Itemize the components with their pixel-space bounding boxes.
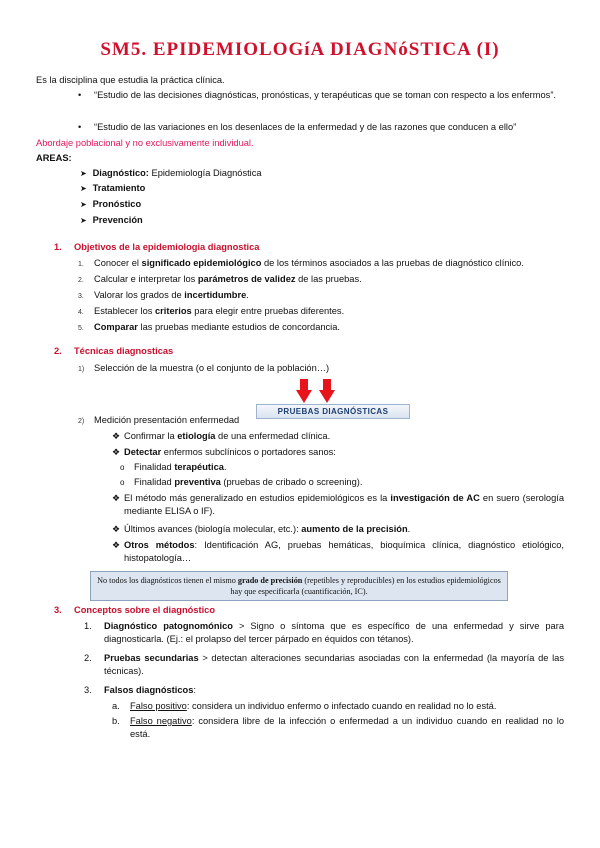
section-1-number: 1.	[54, 242, 62, 252]
concept-bold: Pruebas secundarias	[104, 653, 199, 663]
objective-number: 1.	[78, 261, 84, 268]
objective-item	[78, 305, 578, 321]
objective-text-a: Establecer los	[94, 306, 155, 316]
falso-positivo-text: : considera un individuo enfermo o infectado cuando en realidad no lo está.	[186, 701, 497, 711]
concept-bold: Falsos diagnósticos	[104, 685, 194, 695]
circ-text-c: (pruebas de cribado o screening).	[220, 477, 363, 487]
bullet-icon: •	[78, 90, 82, 100]
precision-note-box	[90, 571, 508, 601]
diamond-bullet-icon: ❖	[112, 524, 121, 534]
area-diag-text: Epidemiología Diagnóstica	[148, 168, 262, 178]
circle-bullet-icon: o	[120, 463, 125, 472]
sub-letter: a.	[112, 701, 120, 711]
sub-text-bold: Detectar	[124, 447, 162, 457]
objective-text-c: las pruebas mediante estudios de concordancia.	[137, 322, 340, 332]
arrow-bullet-icon: ➤	[80, 184, 87, 193]
concept-text: :	[193, 685, 196, 695]
objective-text-a: Valorar los grados de	[94, 290, 185, 300]
objective-item	[78, 321, 578, 337]
circ-text-bold: terapéutica	[174, 462, 224, 472]
technique-2-text: Medición presentación enfermedad	[94, 415, 240, 425]
area-diag-label: Diagnóstico:	[92, 168, 149, 178]
objective-text-bold: parámetros de validez	[197, 274, 296, 284]
circle-bullet-icon: o	[120, 478, 125, 487]
objective-text-bold: Comparar	[94, 322, 138, 332]
technique-1-text: Selección de la muestra (o el conjunto de la población…)	[94, 363, 330, 373]
falso-negativo-text: : considera libre de la infección o enfermedad a un individuo cuando en realidad no lo está.	[130, 716, 564, 740]
section-1-title: Objetivos de la epidemiologia diagnostica	[74, 242, 260, 252]
objective-text-c: para elegir entre pruebas diferentes.	[191, 306, 345, 316]
quote-1	[80, 89, 564, 102]
objective-number: 5.	[78, 325, 84, 332]
section-2-heading	[54, 345, 173, 358]
sub-text-a: Últimos avances (biología molecular, etc.):	[124, 524, 302, 534]
falso-negativo-label: Falso negativo	[130, 716, 192, 726]
technique-sub-3	[112, 492, 564, 518]
concept-number: 3.	[84, 685, 92, 695]
sub-text-a: Confirmar la	[124, 431, 178, 441]
technique-1	[78, 362, 329, 375]
diamond-bullet-icon: ❖	[112, 431, 121, 441]
section-3-number: 3.	[54, 605, 62, 615]
circ-text-bold: preventiva	[174, 477, 221, 487]
technique-sub-5	[112, 539, 564, 565]
area-diagnostico	[80, 167, 262, 180]
section-2-title: Técnicas diagnosticas	[74, 346, 174, 356]
sub-text-a: El método más generalizado en estudios epidemiológicos es la	[124, 493, 391, 503]
sub-text-c: : Identificación AG, pruebas hemáticas, bioquímica clínica, diagnóstico etiológico, histopatología…	[124, 540, 564, 564]
section-2-number: 2.	[54, 346, 62, 356]
intro-text: Es la disciplina que estudia la práctica clínica.	[36, 75, 225, 85]
concept-2	[84, 652, 564, 678]
quote-1-text: “Estudio de las decisiones diagnósticas, pronósticas, y terapéuticas que se toman con respecto a los enfermos”.	[94, 90, 556, 100]
objective-number: 2.	[78, 277, 84, 284]
objective-number: 3.	[78, 293, 84, 300]
bullet-icon: •	[78, 122, 82, 132]
technique-2	[78, 414, 239, 427]
area-prevencion-label: Prevención	[92, 215, 143, 225]
technique-number: 2)	[78, 418, 85, 425]
objective-text-bold: significado epidemiológico	[141, 258, 262, 268]
area-pronostico	[80, 198, 141, 211]
section-3-heading	[54, 604, 215, 617]
area-tratamiento	[80, 182, 145, 195]
technique-sub-1	[112, 430, 330, 443]
down-arrow-icon	[296, 379, 312, 403]
diamond-bullet-icon: ❖	[112, 447, 121, 457]
sub-text-bold: aumento de la precisión	[301, 524, 408, 534]
sub-text-bold: investigación de AC	[390, 493, 480, 503]
technique-sub-4	[112, 523, 410, 536]
circ-text-a: Finalidad	[134, 462, 175, 472]
finalidad-terapeutica	[120, 461, 227, 474]
arrow-bullet-icon: ➤	[80, 216, 87, 225]
concept-1	[84, 620, 564, 646]
objective-item	[78, 289, 578, 305]
abordaje-text: Abordaje poblacional y no exclusivamente individual.	[36, 138, 254, 148]
note-text-bold: grado de precisión	[237, 576, 303, 585]
note-text-c: (repetibles y reproducibles) en los estudios epidemiológicos hay que especificarla (cuantificación, IC).	[230, 576, 501, 596]
objective-item	[78, 273, 578, 289]
section-1-heading	[54, 241, 259, 254]
objective-text-c: de las pruebas.	[295, 274, 362, 284]
objective-text-c: de los términos asociados a las pruebas de diagnóstico clínico.	[261, 258, 524, 268]
sub-text-bold: Otros métodos	[124, 540, 195, 550]
quote-2	[80, 121, 570, 134]
sub-text-c: en suero (serología mediante ELISA o IF).	[124, 493, 564, 517]
circ-text-a: Finalidad	[134, 477, 175, 487]
objective-text-bold: incertidumbre	[184, 290, 247, 300]
quote-2-text: “Estudio de las variaciones en los desenlaces de la enfermedad y de las razones que conducen a ello”	[94, 122, 517, 132]
pruebas-diagnosticas-badge: PRUEBAS DIAGNÓSTICAS	[256, 404, 410, 419]
area-prevencion	[80, 214, 143, 227]
sub-text-c: de una enfermedad clínica.	[215, 431, 331, 441]
objective-item	[78, 257, 578, 273]
sub-text-c: enfermos subclínicos o portadores sanos:	[161, 447, 336, 457]
areas-label: AREAS:	[36, 153, 72, 163]
section-3-title: Conceptos sobre el diagnóstico	[74, 605, 216, 615]
down-arrow-icon	[319, 379, 335, 403]
sub-text-c: .	[407, 524, 411, 534]
diamond-bullet-icon: ❖	[112, 540, 121, 550]
area-tratamiento-label: Tratamiento	[92, 183, 146, 193]
concept-number: 1.	[84, 621, 92, 631]
concept-number: 2.	[84, 653, 92, 663]
page-title: SM5. EPIDEMIOLOGíA DIAGNóSTICA (I)	[100, 39, 500, 60]
concept-text: > detectan alteraciones secundarias asociadas con la enfermedad (la mayoría de las técnicas).	[104, 653, 564, 677]
falso-positivo-label: Falso positivo	[130, 701, 187, 711]
objective-number: 4.	[78, 309, 84, 316]
objective-text-bold: criterios	[154, 306, 192, 316]
arrow-bullet-icon: ➤	[80, 169, 87, 178]
concept-bold: Diagnóstico patognomónico	[104, 621, 233, 631]
objective-text-a: Conocer el	[94, 258, 142, 268]
sub-text-bold: etiología	[177, 431, 216, 441]
finalidad-preventiva	[120, 476, 362, 489]
area-pronostico-label: Pronóstico	[92, 199, 142, 209]
sub-letter: b.	[112, 716, 120, 726]
concept-3	[84, 684, 196, 697]
falso-positivo	[112, 700, 572, 713]
arrow-bullet-icon: ➤	[80, 200, 87, 209]
objectives-list	[78, 257, 578, 337]
circ-text-c: .	[223, 462, 227, 472]
objective-text-a: Calcular e interpretar los	[94, 274, 198, 284]
technique-sub-2	[112, 446, 336, 459]
concept-text: > Signo o síntoma que es específico de una enfermedad y sirve para diagnosticarla. (Ej.: el prolapso del tercer párpado en équidos con tétanos).	[104, 621, 564, 645]
note-text-a: No todos los diagnósticos tienen el mismo	[97, 576, 238, 585]
diamond-bullet-icon: ❖	[112, 493, 121, 503]
technique-number: 1)	[78, 366, 85, 373]
falso-negativo	[112, 715, 564, 741]
objective-text-c: .	[246, 290, 249, 300]
